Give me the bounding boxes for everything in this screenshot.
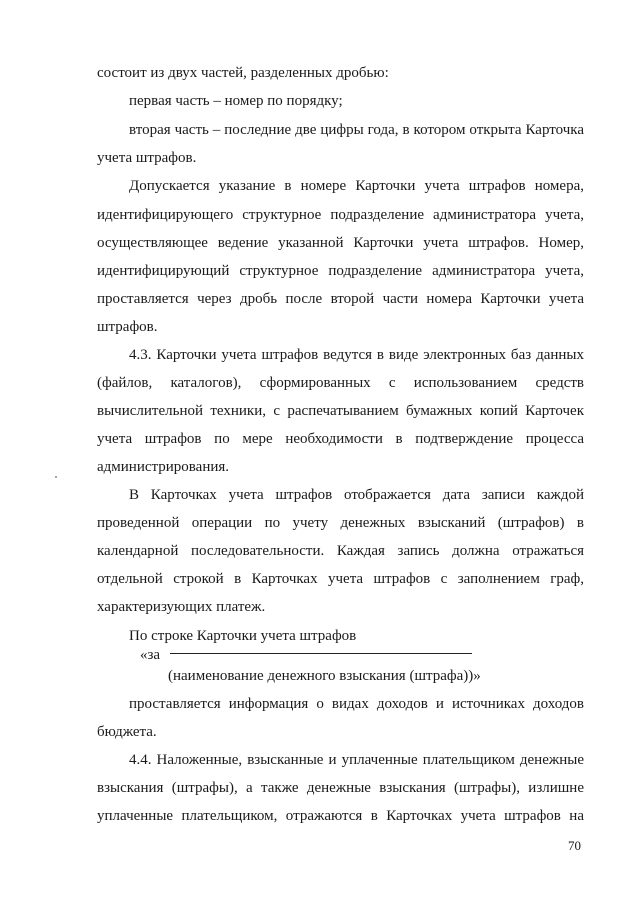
text-line: бюджета.: [97, 724, 157, 740]
page-number: 70: [568, 838, 581, 853]
text-line: проведенной операции по учету денежных взысканий (штрафов) в: [97, 515, 584, 531]
text-line: 4.3. Карточки учета штрафов ведутся в виде электронных баз данных: [129, 347, 584, 363]
text-line: учета штрафов.: [97, 150, 197, 166]
text-line: проставляется через дробь после второй части номера Карточки учета: [97, 291, 584, 307]
text-line: характеризующих платеж.: [97, 599, 266, 615]
scan-speck: [55, 476, 57, 478]
text-line: учета штрафов по мере необходимости в подтверждение процесса: [97, 431, 584, 447]
text-line: (наименование денежного взыскания (штрафа))»: [168, 668, 481, 684]
text-line: По строке Карточки учета штрафов: [129, 628, 357, 644]
text-line: администрирования.: [97, 459, 230, 475]
text-line: первая часть – номер по порядку;: [129, 93, 343, 109]
text-line: вычислительной техники, с распечатыванием бумажных копий Карточек: [97, 403, 584, 419]
text-line: взыскания (штрафы), а также денежные взыскания (штрафы), излишне: [97, 780, 584, 796]
text-line: календарной последовательности. Каждая запись должна отражаться: [97, 543, 584, 559]
text-line: проставляется информация о видах доходов и источниках доходов: [129, 696, 584, 712]
text-line: отдельной строкой в Карточках учета штрафов с заполнением граф,: [97, 571, 584, 587]
text-line: В Карточках учета штрафов отображается дата записи каждой: [129, 487, 584, 503]
text-line: «за: [140, 647, 161, 663]
text-line: вторая часть – последние две цифры года, в котором открыта Карточка: [129, 122, 584, 138]
text-line: уплаченные плательщиком, отражаются в Карточках учета штрафов на: [97, 808, 584, 824]
blank-field-line: [170, 653, 472, 654]
text-line: (файлов, каталогов), сформированных с использованием средств: [97, 375, 584, 391]
text-line: состоит из двух частей, разделенных дробью:: [97, 65, 389, 81]
text-line: Допускается указание в номере Карточки учета штрафов номера,: [129, 178, 584, 194]
text-line: идентифицирующего структурное подразделение администратора учета,: [97, 207, 584, 223]
text-line: штрафов.: [97, 319, 158, 335]
text-line: идентифицирующий структурное подразделение администратора учета,: [97, 263, 584, 279]
text-line: 4.4. Наложенные, взысканные и уплаченные плательщиком денежные: [129, 752, 584, 768]
text-line: осуществляющее ведение указанной Карточки учета штрафов. Номер,: [97, 235, 584, 251]
